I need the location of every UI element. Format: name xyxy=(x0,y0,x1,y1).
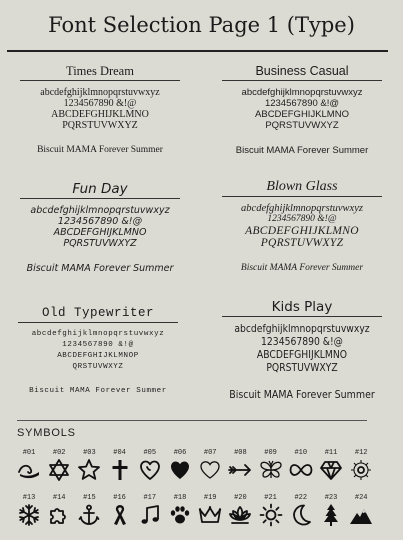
mountain-icon xyxy=(349,503,373,527)
uppercase-sample-2: PQRSTUVWXYZ xyxy=(63,238,137,249)
symbol-number: #22 xyxy=(294,494,308,502)
symbol-option[interactable] xyxy=(226,449,254,482)
symbol-number: #04 xyxy=(113,449,126,457)
font-name: Blown Glass xyxy=(266,179,338,194)
uppercase-sample-1: ABCDEFGHIJKLMNO xyxy=(53,227,147,238)
lowercase-sample: abcdefghijklmnopqrstuvwxyz xyxy=(234,323,370,335)
symbol-number: #08 xyxy=(234,449,247,457)
symbol-number: #23 xyxy=(324,494,338,502)
tree-icon xyxy=(319,503,343,527)
infinity-icon xyxy=(289,458,313,482)
symbol-option[interactable] xyxy=(347,494,375,527)
uppercase-sample-1: ABCDEFGHIJKLMNOP xyxy=(57,352,139,360)
symbol-option[interactable] xyxy=(287,449,315,482)
number-sample: 1234567890 &!@ xyxy=(267,214,337,224)
symbol-number: #11 xyxy=(324,449,338,457)
number-sample: 1234567890 &!@ xyxy=(261,336,343,348)
font-name-divider xyxy=(20,198,180,199)
paw-icon xyxy=(168,503,192,527)
symbol-option[interactable] xyxy=(136,494,164,527)
font-sample-fun-day[interactable] xyxy=(10,182,190,274)
symbol-number: #17 xyxy=(143,494,157,502)
symbols-heading: SYMBOLS xyxy=(17,427,76,439)
symbol-option[interactable] xyxy=(15,494,43,527)
uppercase-sample-1: ABCDEFGHIJKLMNO xyxy=(245,225,359,237)
puzzle-icon xyxy=(47,503,71,527)
lowercase-sample: abcdefghijklmnopqrstuvwxyz xyxy=(241,203,363,214)
number-sample: 1234567890 &!@ xyxy=(63,98,137,109)
symbol-option[interactable] xyxy=(136,449,164,482)
font-sample-times-dream[interactable] xyxy=(10,64,190,155)
font-name-divider xyxy=(20,80,180,81)
number-sample: 1234567890 &!@ xyxy=(57,216,143,227)
font-sample-old-typewriter[interactable] xyxy=(8,306,188,395)
symbol-number: #21 xyxy=(264,494,277,502)
symbol-number: #15 xyxy=(83,494,96,502)
symbol-option[interactable] xyxy=(317,449,345,482)
phrase-sample: Biscuit MAMA Forever Summer xyxy=(37,145,163,155)
phrase-sample: Biscuit MAMA Forever Summer xyxy=(240,263,364,273)
symbol-option[interactable] xyxy=(75,494,103,527)
uppercase-sample-2: PQRSTUVWXYZ xyxy=(265,120,339,131)
symbol-number: #13 xyxy=(22,494,36,502)
uppercase-sample-1: ABCDEFGHIJKLMNO xyxy=(256,349,348,361)
ribbon-icon xyxy=(108,503,132,527)
symbol-number: #06 xyxy=(173,449,187,457)
butterfly-icon xyxy=(259,458,283,482)
heart-thin-icon xyxy=(198,458,222,482)
symbol-number: #16 xyxy=(113,494,126,502)
cross-icon xyxy=(108,458,132,482)
phrase-sample: Biscuit MAMA Forever Summer xyxy=(235,145,369,156)
font-name: Kids Play xyxy=(271,299,333,315)
lowercase-sample: abcdefghijklmnopqrstuvwxyz xyxy=(241,87,363,98)
symbols-divider xyxy=(17,420,367,421)
font-name-divider xyxy=(222,316,382,317)
lotus-icon xyxy=(228,503,252,527)
font-name: Old Typewriter xyxy=(41,306,155,320)
title-divider xyxy=(7,50,388,52)
font-sample-kids-play[interactable] xyxy=(212,300,392,401)
symbol-number: #20 xyxy=(234,494,247,502)
arrow-icon xyxy=(228,458,252,482)
moon-icon xyxy=(289,503,313,527)
symbol-option[interactable] xyxy=(287,494,315,527)
font-sample-business-casual[interactable] xyxy=(212,64,392,156)
symbol-option[interactable] xyxy=(257,449,285,482)
symbol-option[interactable] xyxy=(106,494,134,527)
lowercase-sample: abcdefghijklmnopqrstuvwxyz xyxy=(31,330,165,338)
font-name: Times Dream xyxy=(66,64,134,78)
symbol-option[interactable] xyxy=(45,494,73,527)
mandala-icon xyxy=(349,458,373,482)
font-name-divider xyxy=(18,322,178,323)
symbol-option[interactable] xyxy=(75,449,103,482)
font-name: Business Casual xyxy=(255,64,349,78)
symbol-option[interactable] xyxy=(317,494,345,527)
phrase-sample: Biscuit MAMA Forever Summer xyxy=(26,263,174,274)
symbol-option[interactable] xyxy=(106,449,134,482)
star-of-david-icon xyxy=(47,458,71,482)
symbol-number: #18 xyxy=(173,494,187,502)
phrase-sample: Biscuit MAMA Forever Summer xyxy=(229,389,375,401)
symbol-option[interactable] xyxy=(226,494,254,527)
symbol-number: #10 xyxy=(294,449,308,457)
star-outline-icon xyxy=(77,458,101,482)
symbol-number: #03 xyxy=(83,449,96,457)
font-sample-blown-glass[interactable] xyxy=(212,180,392,273)
symbol-number: #01 xyxy=(22,449,36,457)
symbol-number: #02 xyxy=(52,449,66,457)
symbol-option[interactable] xyxy=(166,494,194,527)
uppercase-sample-2: PQRSTUVWXYZ xyxy=(260,237,344,249)
uppercase-sample-2: PQRSTUVWXYZ xyxy=(62,120,138,131)
uppercase-sample-2: PQRSTUVWXYZ xyxy=(266,362,338,374)
sun-icon xyxy=(259,503,283,527)
crown-icon xyxy=(198,503,222,527)
symbol-option[interactable] xyxy=(45,449,73,482)
heart-filled-icon xyxy=(168,458,192,482)
phrase-sample: Biscuit MAMA Forever Summer xyxy=(29,387,167,395)
heart-outline-icon xyxy=(138,458,162,482)
symbol-option[interactable] xyxy=(347,449,375,482)
uppercase-sample-1: ABCDEFGHIJKLMNO xyxy=(255,109,349,120)
symbol-option[interactable] xyxy=(257,494,285,527)
diamond-icon xyxy=(319,458,343,482)
symbol-number: #07 xyxy=(203,449,217,457)
uppercase-sample-1: ABCDEFGHIJKLMNO xyxy=(51,109,149,120)
symbol-option[interactable] xyxy=(15,449,43,482)
symbol-number: #14 xyxy=(52,494,66,502)
symbol-option[interactable] xyxy=(196,494,224,527)
music-note-icon xyxy=(138,503,162,527)
anchor-icon xyxy=(77,503,101,527)
symbol-option[interactable] xyxy=(196,449,224,482)
symbol-number: #24 xyxy=(354,494,368,502)
symbol-number: #19 xyxy=(203,494,217,502)
font-name-divider xyxy=(222,80,382,81)
lowercase-sample: abcdefghijklmnopqrstuvwxyz xyxy=(30,205,170,216)
symbol-option[interactable] xyxy=(166,449,194,482)
font-name: Fun Day xyxy=(72,181,128,197)
symbol-number: #09 xyxy=(264,449,277,457)
symbol-number: #12 xyxy=(354,449,368,457)
page-title: Font Selection Page 1 (Type) xyxy=(48,13,355,37)
symbol-number: #05 xyxy=(143,449,157,457)
wave-icon xyxy=(17,458,41,482)
uppercase-sample-2: QRSTUVWXYZ xyxy=(72,363,124,371)
lowercase-sample: abcdefghijklmnopqrstuvwxyz xyxy=(40,87,160,98)
snowflake-icon xyxy=(17,503,41,527)
font-name-divider xyxy=(222,196,382,197)
number-sample: 1234567890 &!@ xyxy=(264,98,340,109)
number-sample: 1234567890 &!@ xyxy=(62,341,134,349)
